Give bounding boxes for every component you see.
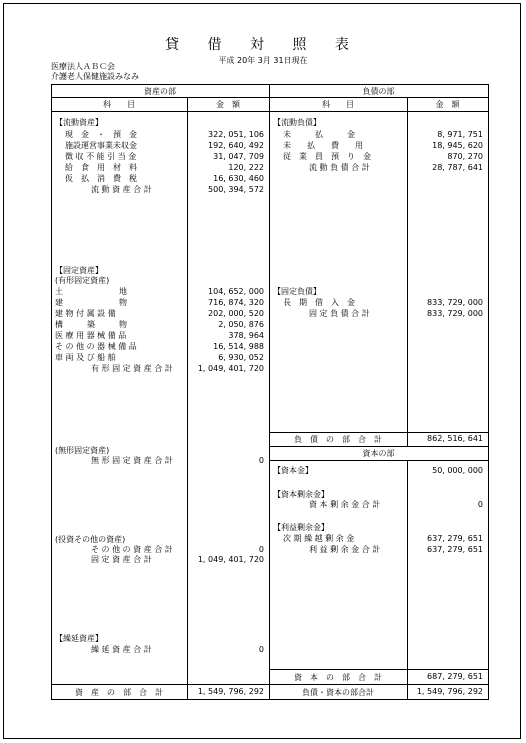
tangible-asset-row-label: 構 築 物 — [55, 320, 127, 329]
current-liability-row-value: 8, 971, 751 — [437, 130, 483, 139]
current-liabilities-section: 【流動負債】 — [273, 118, 321, 127]
capital-surplus-section: 【資本剰余金】 — [273, 490, 329, 499]
other-assets-total-label: そ の 他 の 資 産 合 計 — [91, 545, 173, 554]
tangible-asset-row-label: 車 両 及 び 船 舶 — [55, 353, 116, 362]
tangible-total-label: 有 形 固 定 資 産 合 計 — [91, 364, 173, 373]
retained-item-label: 次 期 繰 越 剰 余 金 — [283, 534, 355, 543]
assets-amount-column-header: 金 額 — [216, 100, 240, 109]
fixed-assets-total-value: 1, 049, 401, 720 — [197, 555, 264, 564]
document-title: 貸 借 対 照 表 — [165, 37, 361, 53]
assets-grand-total-label: 資 産 の 部 合 計 — [75, 688, 163, 697]
retained-total-value: 637, 279, 651 — [427, 545, 483, 554]
current-asset-row-label: 現 金 ・ 預 金 — [65, 130, 137, 139]
assets-item-column-header: 科 目 — [103, 100, 135, 109]
capital-value: 50, 000, 000 — [432, 466, 483, 475]
tangible-asset-row-label: 建 物 — [55, 298, 127, 307]
investments-section: (投資その他の資産) — [55, 535, 126, 544]
tangible-asset-row-value: 202, 000, 520 — [208, 309, 264, 318]
tangible-asset-row-value: 16, 514, 988 — [213, 342, 264, 351]
current-liability-row-value: 18, 945, 620 — [432, 141, 483, 150]
fixed-liabilities-total-label: 固 定 負 債 合 計 — [309, 309, 370, 318]
assets-section-header: 資産の部 — [144, 87, 176, 96]
tangible-asset-row-value: 2, 050, 876 — [218, 320, 264, 329]
fixed-liabilities-total-value: 833, 729, 000 — [427, 309, 483, 318]
liab-amount-column-header: 金 額 — [435, 100, 460, 109]
current-liability-row-label: 未 払 費 用 — [283, 141, 363, 150]
current-liabilities-total-value: 28, 787, 641 — [432, 163, 483, 172]
retained-item-value: 637, 279, 651 — [427, 534, 483, 543]
current-liability-row-label: 未 払 金 — [283, 130, 355, 139]
tangible-asset-row-value: 378, 964 — [228, 331, 264, 340]
current-liabilities-total-label: 流 動 負 債 合 計 — [309, 163, 370, 172]
fixed-liabilities-section: 【固定負債】 — [273, 287, 321, 296]
current-liability-row-label: 従 業 員 預 り 金 — [283, 152, 371, 161]
current-asset-row-value: 16, 630, 460 — [213, 174, 264, 183]
current-asset-row-value: 120, 222 — [228, 163, 264, 172]
current-asset-row-label: 仮 払 消 費 税 — [65, 174, 137, 183]
fixed-assets-total-label: 固 定 資 産 合 計 — [91, 555, 152, 564]
tangible-asset-row-value: 104, 652, 000 — [208, 287, 264, 296]
current-asset-row-label: 徴 収 不 能 引 当 金 — [65, 152, 137, 161]
retained-total-label: 利 益 剰 余 金 合 計 — [309, 545, 381, 554]
tangible-asset-row-label: 医 療 用 器 械 備 品 — [55, 331, 127, 340]
liab-item-column-header: 科 目 — [322, 100, 354, 109]
tangible-fixed-assets-section: (有形固定資産) — [55, 276, 110, 285]
other-assets-total-value: 0 — [258, 545, 264, 554]
deferred-assets-total-label: 繰 延 資 産 合 計 — [91, 645, 152, 654]
current-asset-row-value: 322, 051, 106 — [208, 130, 264, 139]
current-asset-row-label: 給 食 用 材 料 — [65, 163, 137, 172]
tangible-asset-row-value: 6, 930, 052 — [218, 353, 264, 362]
current-asset-row-label: 施設運営事業未収金 — [65, 141, 137, 150]
tangible-asset-row-label: 土 地 — [55, 287, 127, 296]
capital-surplus-total-label: 資 本 剰 余 金 合 計 — [309, 500, 381, 509]
capital-label: 【資本金】 — [273, 466, 313, 475]
intangible-total-value: 0 — [258, 456, 264, 465]
fixed-liability-row-label: 長 期 借 入 金 — [283, 298, 355, 307]
fixed-liability-row-value: 833, 729, 000 — [427, 298, 483, 307]
tangible-asset-row-label: 建 物 付 属 設 備 — [55, 309, 116, 318]
deferred-assets-section: 【繰延資産】 — [55, 634, 103, 643]
as-of-date: 平成 20年 3月 31日現在 — [218, 56, 308, 65]
net-assets-section-header: 資本の部 — [362, 449, 395, 458]
liabilities-total-label: 負 債 の 部 合 計 — [294, 435, 382, 444]
tangible-total-value: 1, 049, 401, 720 — [197, 364, 264, 373]
liabilities-total-value: 862, 516, 641 — [427, 434, 483, 443]
current-asset-row-value: 192, 640, 492 — [208, 141, 264, 150]
capital-surplus-total-value: 0 — [477, 500, 483, 509]
current-assets-total-label: 流 動 資 産 合 計 — [91, 185, 152, 194]
tangible-asset-row-value: 716, 874, 320 — [208, 298, 264, 307]
tangible-asset-row-label: そ の 他 の 器 械 備 品 — [55, 342, 137, 351]
deferred-assets-total-value: 0 — [258, 645, 264, 654]
assets-grand-total-value: 1, 549, 796, 292 — [197, 687, 264, 696]
current-assets-section: 【流動資産】 — [55, 118, 103, 127]
net-assets-total-label: 資 本 の 部 合 計 — [294, 673, 382, 682]
retained-earnings-section: 【利益剰余金】 — [273, 523, 329, 532]
current-liability-row-value: 870, 270 — [447, 152, 483, 161]
facility-name: 介護老人保健施設みなみ — [51, 72, 139, 81]
org-name: 医療法人ＡＢＣ会 — [51, 62, 115, 71]
liabilities-and-capital-total-label: 負債・資本の部合計 — [302, 688, 374, 697]
liabilities-section-header: 負債の部 — [362, 87, 395, 96]
fixed-assets-section: 【固定資産】 — [55, 266, 103, 275]
liabilities-and-capital-total-value: 1, 549, 796, 292 — [416, 687, 483, 696]
current-assets-total-value: 500, 394, 572 — [208, 185, 264, 194]
current-asset-row-value: 31, 047, 709 — [213, 152, 264, 161]
intangible-total-label: 無 形 固 定 資 産 合 計 — [91, 456, 173, 465]
intangible-fixed-assets-section: (無形固定資産) — [55, 446, 110, 455]
net-assets-total-value: 687, 279, 651 — [427, 672, 483, 681]
